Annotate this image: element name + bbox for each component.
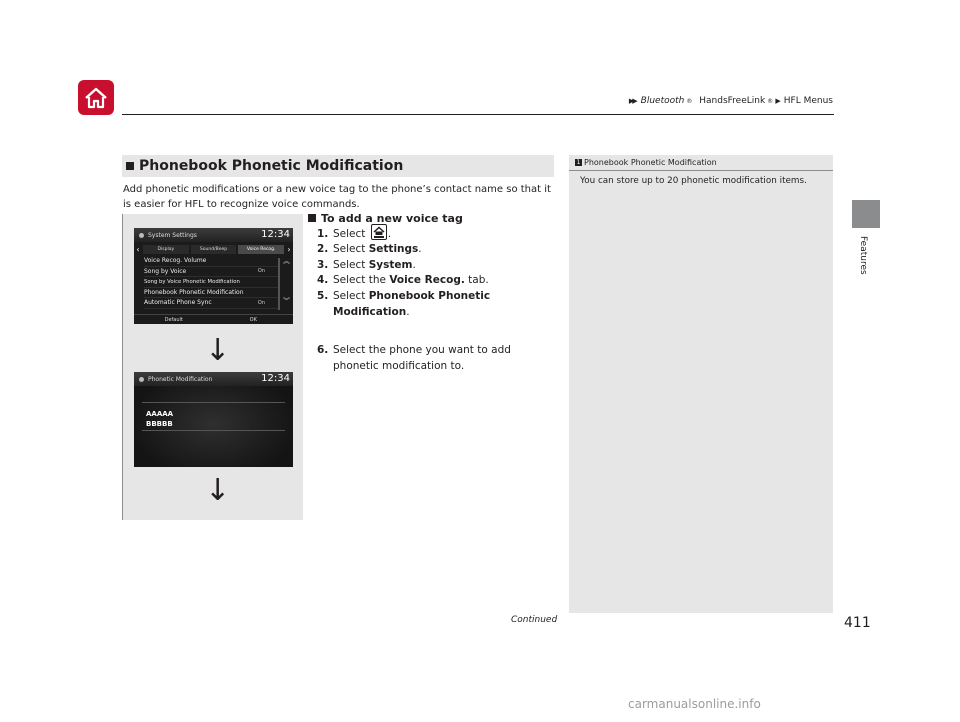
step-1: 1. Select . [317, 227, 548, 243]
procedure-steps [308, 211, 548, 374]
screen-status-icon [139, 233, 144, 238]
watermark: carmanualsonline.info [628, 697, 761, 711]
breadcrumb-item-handsfreelink[interactable]: HandsFreeLink [699, 96, 766, 106]
tab-voice-recog[interactable]: Voice Recog. [238, 245, 284, 254]
screen-tabs [134, 244, 293, 255]
page-number: 411 [844, 615, 871, 631]
chevron-left-icon[interactable]: ‹ [136, 245, 140, 254]
procedure-heading: To add a new voice tag [308, 211, 548, 227]
home-icon[interactable] [78, 80, 114, 115]
list-item[interactable]: Voice Recog. Volume [144, 256, 279, 267]
default-button[interactable]: Default [134, 314, 214, 324]
tab-sound-beep[interactable]: Sound/Beep [191, 245, 237, 254]
screen-title: System Settings [148, 231, 197, 239]
screen-clock: 12:34 [261, 229, 290, 240]
screen-header [134, 372, 293, 386]
ok-button[interactable]: OK [214, 314, 294, 324]
intro-paragraph: Add phonetic modifications or a new voice tag to the phone’s contact name so that it is easier for HFL to recognize voice commands. [123, 184, 551, 210]
list-divider [142, 402, 285, 403]
step-5: 5. Select Phonebook Phonetic [317, 289, 491, 302]
note-title: 1 Phonebook Phonetic Modification [576, 158, 717, 167]
breadcrumb: ▶▶ Bluetooth ® HandsFreeLink ® ▶ HFL Menus [628, 96, 833, 106]
chevron-right-icon[interactable]: › [287, 245, 291, 254]
contact-item[interactable]: AAAAA [146, 410, 174, 418]
contact-item[interactable]: BBBBB [146, 420, 173, 428]
step-3: 3. Select System. [317, 258, 416, 271]
phonetic-modification-screen [134, 372, 293, 467]
list-item[interactable]: Automatic Phone Sync On [144, 298, 279, 309]
step-2: 2. Select Settings. [317, 243, 422, 256]
screen-scrollbar[interactable] [278, 258, 280, 310]
home-button-icon [371, 224, 387, 240]
continued-label: Continued [511, 615, 558, 625]
screen-header [134, 228, 293, 242]
down-arrow-icon: ↓ [205, 473, 231, 508]
breadcrumb-item-hfl-menus[interactable]: HFL Menus [783, 96, 833, 106]
screen-footer [134, 314, 293, 324]
screen-status-icon [139, 377, 144, 382]
note-text: You can store up to 20 phonetic modification items. [580, 176, 807, 186]
square-bullet-icon [126, 162, 134, 170]
breadcrumb-item-bluetooth[interactable]: Bluetooth [640, 96, 685, 106]
square-bullet-icon [308, 214, 316, 222]
note-divider [569, 170, 833, 171]
list-item[interactable]: Song by Voice On [144, 267, 279, 278]
scroll-up-icon[interactable]: ︽ [283, 257, 290, 265]
screen-clock: 12:34 [261, 373, 290, 384]
step-5-continued: Modification. [333, 305, 410, 318]
settings-list [144, 256, 279, 309]
list-item[interactable]: Song by Voice Phonetic Modification [144, 277, 279, 288]
note-sidebar [569, 155, 833, 613]
step-6: 6. Select the phone you want to add [317, 344, 511, 357]
step-4: 4. Select the Voice Recog. tab. [317, 274, 489, 287]
step-6-continued: phonetic modification to. [333, 359, 465, 372]
list-divider [142, 430, 285, 431]
scroll-down-icon[interactable]: ︾ [283, 297, 290, 305]
header-divider [122, 114, 834, 115]
tab-display[interactable]: Display [143, 245, 189, 254]
system-settings-screen [134, 228, 293, 324]
screenshot-panel [122, 214, 303, 520]
section-title: Phonebook Phonetic Modification [139, 158, 404, 174]
chapter-tab-label[interactable]: Features [858, 236, 868, 275]
down-arrow-icon: ↓ [205, 333, 231, 368]
section-heading [122, 155, 554, 177]
note-number-badge: 1 [576, 159, 581, 166]
screen-title: Phonetic Modification [148, 375, 213, 383]
chapter-tab-marker[interactable] [852, 200, 880, 228]
list-item[interactable]: Phonebook Phonetic Modification [144, 288, 279, 299]
